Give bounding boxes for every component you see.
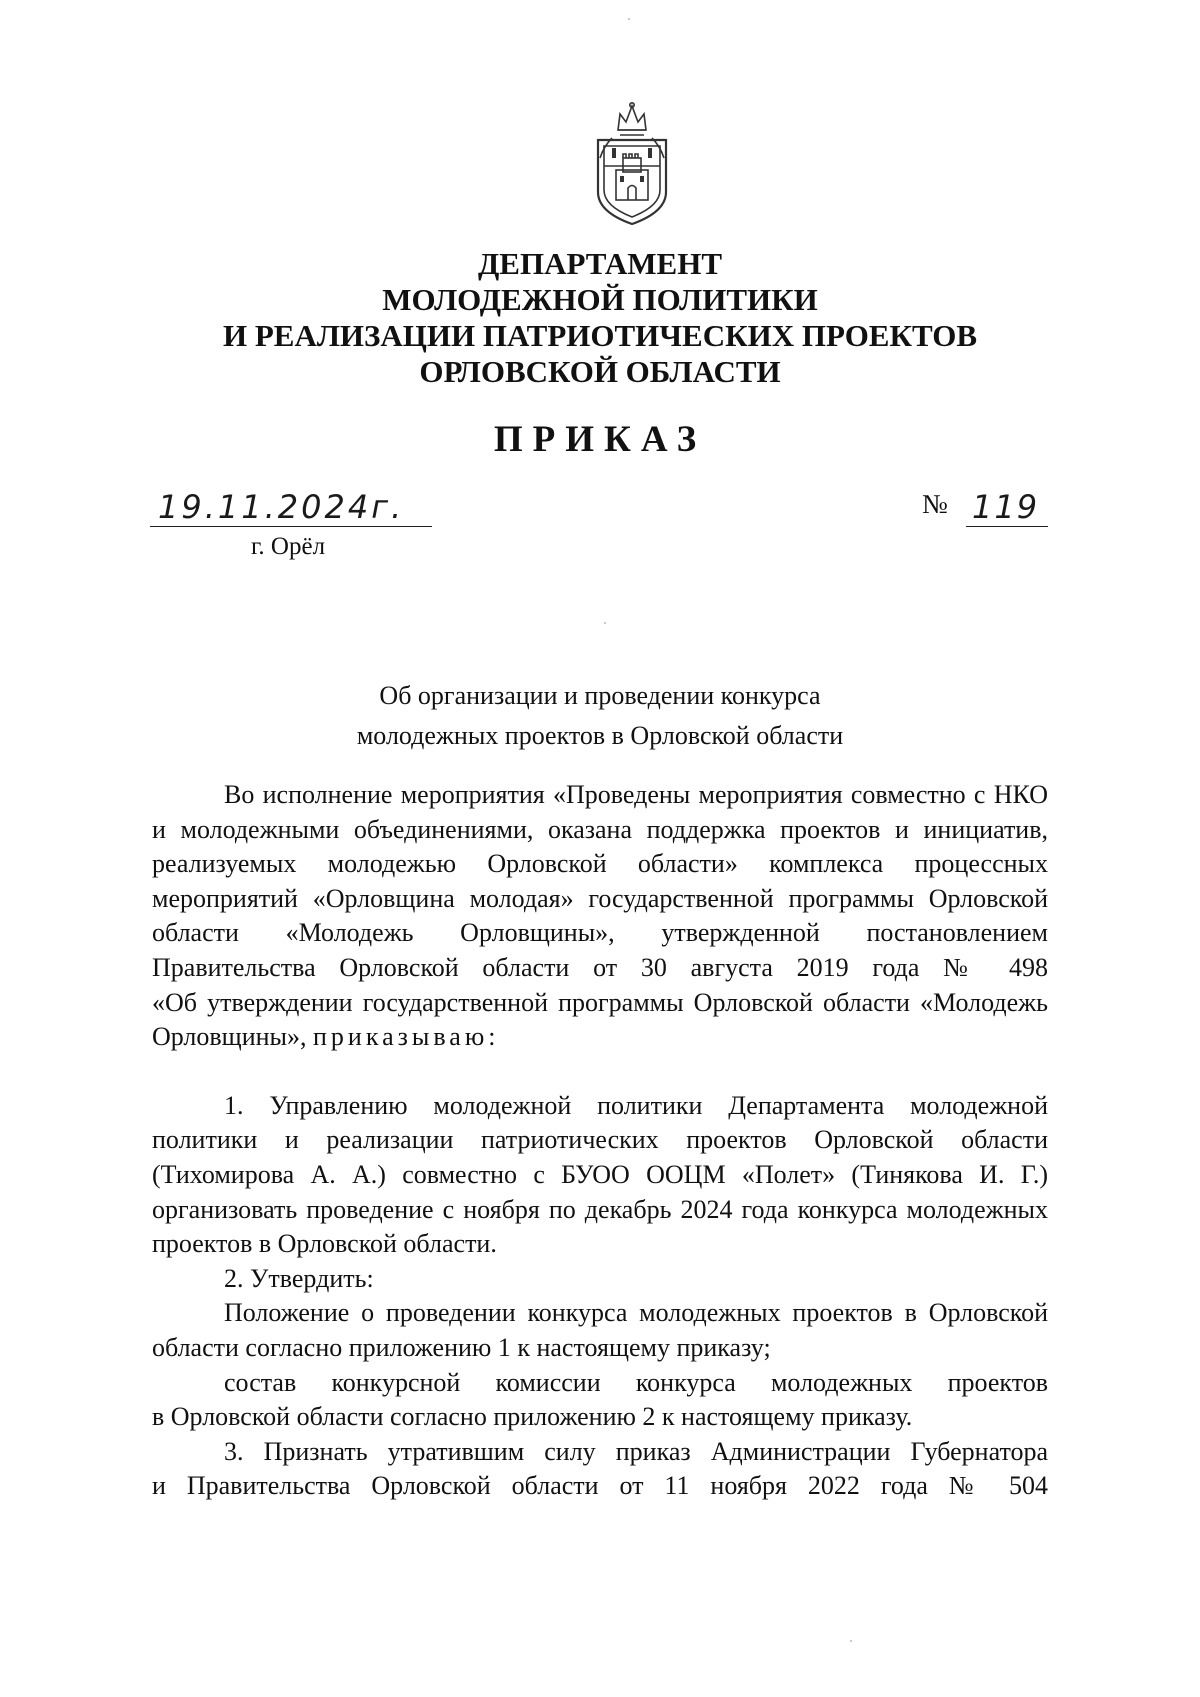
department-name-line: МОЛОДЕЖНОЙ ПОЛИТИКИ <box>382 282 818 317</box>
text-line: Во исполнение мероприятия «Проведены мероприятия совместно с НКО <box>224 780 1048 809</box>
scan-speck <box>604 622 606 624</box>
item-3-paragraph <box>152 1435 1048 1504</box>
text-line <box>152 1020 1048 1055</box>
number-label: № <box>922 489 948 519</box>
text-line: политики и реализации патриотических проектов Орловской области <box>152 1125 1048 1155</box>
text-line: 3. Признать утратившим силу приказ Администрации Губернатора <box>224 1436 1048 1466</box>
order-verb: приказываю: <box>313 1022 500 1052</box>
text-line: Правительства Орловской области от 30 августа 2019 года № 498 <box>152 952 1048 982</box>
text-line: мероприятий «Орловщина молодая» государственной программы Орловской <box>152 883 1048 913</box>
department-name-line: И РЕАЛИЗАЦИИ ПАТРИОТИЧЕСКИХ ПРОЕКТОВ <box>222 318 978 353</box>
order-subject <box>150 676 1050 756</box>
department-name-line: ДЕПАРТАМЕНТ <box>477 246 723 281</box>
text-line: области «Молодежь Орловщины», утвержденной постановлением <box>152 918 1048 948</box>
document-type-title: ПРИКАЗ <box>493 419 707 460</box>
preamble-paragraph <box>152 778 1048 1055</box>
coat-of-arms-icon <box>590 100 674 228</box>
text-line: состав конкурсной комиссии конкурса молодежных проектов <box>224 1367 1048 1397</box>
date-underline <box>150 526 432 527</box>
department-name-line: ОРЛОВСКОЙ ОБЛАСТИ <box>419 354 781 389</box>
handwritten-date: 19.11.2024г. <box>158 488 405 526</box>
text-line: и молодежными объединениями, оказана поддержка проектов и инициатив, <box>152 814 1048 844</box>
text-line: 2. Утвердить: <box>224 1263 374 1293</box>
text-line: 1. Управлению молодежной политики Департамента молодежной <box>224 1090 1048 1120</box>
order-body <box>152 778 1048 1504</box>
text-line: Положение о проведении конкурса молодежных проектов в Орловской <box>224 1298 1048 1328</box>
handwritten-order-number: 119 <box>972 488 1040 526</box>
text-fragment: Орловщины», <box>152 1022 307 1052</box>
text-line: организовать проведение с ноября по декабрь 2024 года конкурса молодежных <box>152 1194 1048 1224</box>
text-line: (Тихомирова А. А.) совместно с БУОО ООЦМ «Полет» (Тинякова И. Г.) <box>152 1159 1048 1189</box>
item-1-paragraph <box>152 1089 1048 1262</box>
text-line: области согласно приложению 1 к настоящему приказу; <box>152 1332 771 1362</box>
subject-line: молодежных проектов в Орловской области <box>356 721 844 750</box>
text-line: «Об утверждении государственной программы Орловской области «Молодежь <box>152 987 1048 1017</box>
text-line: реализуемых молодежью Орловской области» комплекса процессных <box>152 849 1048 879</box>
city-label: г. Орёл <box>251 533 326 560</box>
number-underline <box>966 526 1048 527</box>
paragraph-gap <box>152 1055 1048 1089</box>
text-line: в Орловской области согласно приложению 2 к настоящему приказу. <box>152 1402 913 1432</box>
item-2-paragraph <box>152 1262 1048 1435</box>
subject-line: Об организации и проведении конкурса <box>379 681 821 710</box>
text-line: и Правительства Орловской области от 11 ноября 2022 года № 504 <box>152 1471 1048 1501</box>
scan-speck <box>628 18 630 20</box>
department-name <box>150 246 1050 390</box>
scan-speck <box>850 1640 852 1642</box>
text-line: проектов в Орловской области. <box>152 1229 497 1259</box>
